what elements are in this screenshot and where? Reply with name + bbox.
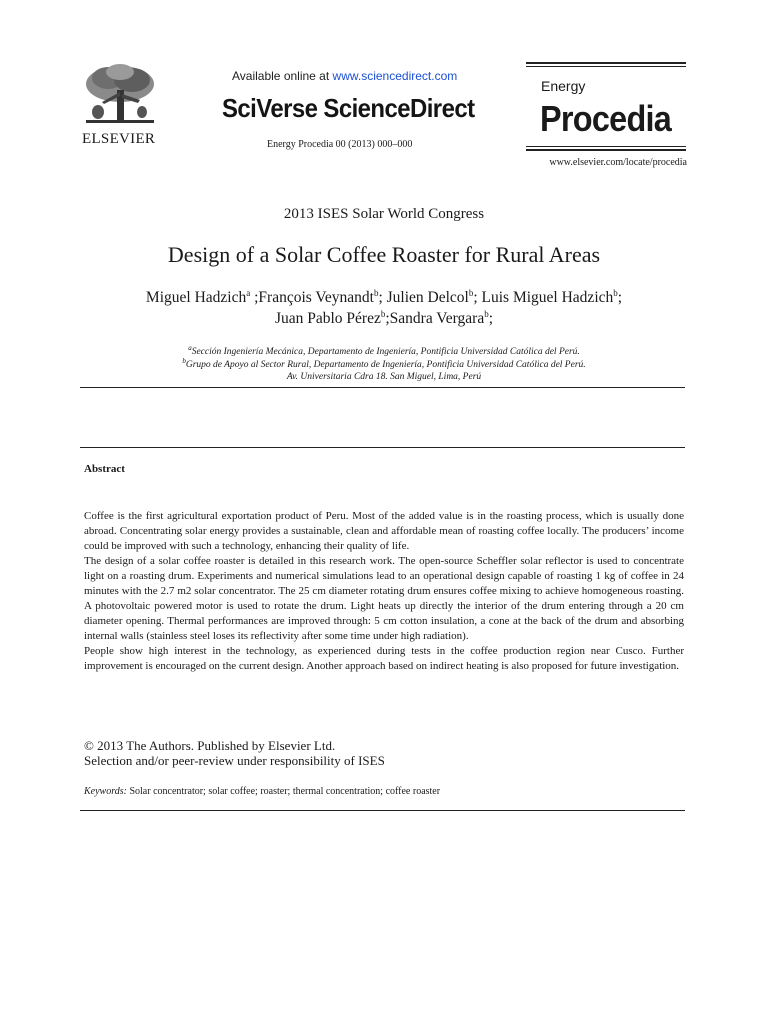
available-prefix: Available online at	[232, 69, 333, 83]
keywords-text: Solar concentrator; solar coffee; roaster; thermal concentration; coffee roaster	[126, 786, 441, 797]
author-name: Julien Delcol	[386, 289, 469, 306]
abstract-paragraph: Coffee is the first agricultural exportation product of Peru. Most of the added value is in the roasting process, which is usually done abroad. Concentrating solar energy provides a sustainable, clean and affordable mean of roasting coffee locally. The producers’ income could be improved with such a technology, enhancing their quality of life.	[84, 510, 684, 552]
author-name: Juan Pablo Pérez	[274, 310, 381, 327]
copyright-line: © 2013 The Authors. Published by Elsevier Ltd.	[84, 738, 336, 753]
author-separator: ;	[378, 289, 387, 306]
divider	[80, 447, 685, 448]
journal-box-rule	[526, 66, 686, 67]
abstract-paragraph: The design of a solar coffee roaster is detailed in this research work. The open-source Scheffler solar reflector is used to concentrate light on a roasting drum. Experiments and numerical simulations lead to an operational design capable of roasting 1 kg of coffee in 24 minutes with the 2.7 m2 solar concentrator. The 25 cm diameter rotating drum ensures coffee mixing to achieve homogeneous roasting. A photovoltaic powered motor is used to rotate the drum. Light heats up directly the interior of the drum entering through a 20 cm diameter opening. Thermal performances are improved through: 5 cm cotton insulation, a cone at the back of the drum and absorbing internal walls (stainless steel loses its reflectivity after some time under high radiation).	[84, 555, 684, 642]
author-name: Luis Miguel Hadzich	[481, 289, 614, 306]
affiliation-text: Sección Ingeniería Mecánica, Departamento de Ingeniería, Pontificia Universidad Católica del Perú.	[191, 347, 580, 357]
elsevier-tree-logo	[80, 62, 160, 128]
journal-box-rule	[526, 62, 686, 64]
sciencedirect-link[interactable]: www.sciencedirect.com	[332, 69, 458, 83]
affiliation-marker: b	[182, 356, 186, 365]
affiliation-text: Grupo de Apoyo al Sector Rural, Departamento de Ingeniería, Pontificia Universidad Católica del Perú.	[185, 359, 586, 370]
peer-review-line: Selection and/or peer-review under responsibility of ISES	[84, 753, 385, 768]
affiliation-marker: a	[246, 287, 251, 298]
author-separator: ;	[617, 289, 623, 306]
author-separator: ;	[488, 310, 494, 327]
author-list	[80, 287, 688, 329]
author-name: Miguel Hadzich	[145, 289, 247, 306]
congress-name: 2013 ISES Solar World Congress	[283, 206, 485, 222]
journal-box-rule	[526, 146, 686, 147]
platform-wordmark: SciVerse ScienceDirect	[222, 93, 475, 123]
divider	[80, 810, 685, 811]
author-line-1	[80, 287, 688, 308]
available-online-line	[232, 69, 457, 83]
author-name: Sandra Vergara	[389, 310, 485, 327]
affiliation-marker: a	[188, 343, 192, 352]
affiliation-marker: b	[484, 308, 489, 319]
journal-name-small: Energy	[541, 78, 586, 94]
keywords-line	[84, 786, 440, 797]
affiliation-text: Av. Universitaria Cdra 18. San Miguel, Lima, Perú	[286, 372, 482, 382]
author-separator: ;	[473, 289, 482, 306]
abstract-body	[84, 509, 684, 674]
author-name: François Veynandt	[258, 289, 374, 306]
journal-url[interactable]: www.elsevier.com/locate/procedia	[549, 157, 687, 168]
abstract-paragraph: People show high interest in the technology, as experienced during tests in the coffee production region near Cusco. Further improvement is encouraged on the current design. Another approach based on indirect heating is also proposed for future investigation.	[84, 645, 684, 672]
divider	[80, 387, 685, 388]
affiliation-line	[80, 343, 688, 359]
affiliations	[80, 343, 688, 384]
journal-name-large: Procedia	[540, 98, 672, 139]
author-line-2	[80, 308, 688, 329]
journal-citation: Energy Procedia 00 (2013) 000–000	[267, 139, 413, 150]
affiliation-line	[80, 356, 688, 372]
affiliation-line	[80, 371, 688, 384]
affiliation-marker: b	[380, 308, 386, 319]
author-separator: ;	[385, 310, 390, 327]
publisher-name: ELSEVIER	[82, 131, 156, 147]
affiliation-marker: b	[373, 287, 379, 298]
author-separator: ;	[250, 289, 259, 306]
journal-box-rule	[526, 149, 686, 151]
abstract-heading: Abstract	[84, 463, 125, 475]
copyright-block	[84, 738, 385, 768]
affiliation-marker: b	[613, 287, 618, 298]
keywords-label: Keywords:	[84, 786, 127, 797]
affiliation-marker: b	[468, 287, 474, 298]
paper-title: Design of a Solar Coffee Roaster for Rural Areas	[167, 242, 601, 267]
